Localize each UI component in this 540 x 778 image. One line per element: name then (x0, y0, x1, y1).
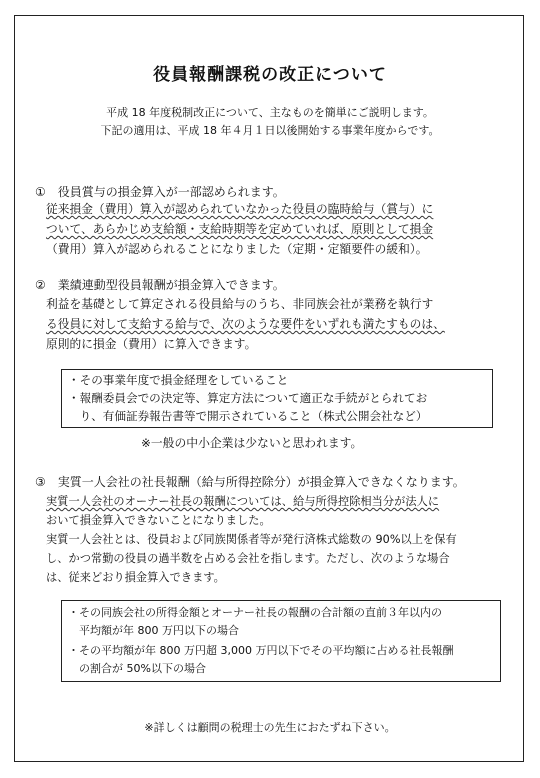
section2-line-3: 原則的に損金（費用）に算入できます。 (46, 337, 257, 351)
section1-line-2: ついて、あらかじめ支給額・支給時期等を定めていれば、原則として損金 (46, 222, 434, 236)
section2-heading: ② 業績連動型役員報酬が損金算入できます。 (35, 278, 285, 292)
conditions-box (61, 600, 501, 682)
requirement-item-2: ・報酬委員会での決定等、算定方法について適正な手続がとられてお (68, 391, 428, 405)
section1-line-3: （費用）算入が認められることになりました（定期・定額要件の緩和）。 (46, 242, 428, 256)
condition-item-1: ・その同族会社の所得金額とオーナー社長の報酬の合計額の直前３年以内の (68, 606, 442, 619)
section1-line-1: 従来損金（費用）算入が認められていなかった役員の臨時給与（賞与）に (46, 202, 434, 216)
section3-line-4: し、かつ常勤の役員の過半数を占める会社を指します。ただし、次のような場合 (46, 552, 450, 565)
condition-item-2: ・その平均額が年 800 万円超 3,000 万円以下でその平均額に占める社長報酬 (68, 644, 454, 657)
intro-line-1: 平成 18 年度税制改正について、主なものを簡単にご説明します。 (106, 106, 434, 119)
section3-line-3: 実質一人会社とは、役員および同族関係者等が発行済株式総数の 90%以上を保有 (46, 533, 457, 546)
section2-note: ※一般の中小企業は少ないと思われます。 (141, 436, 363, 450)
condition-item-2-cont: の割合が 50%以下の場合 (68, 662, 206, 675)
page-title: 役員報酬課税の改正について (153, 65, 387, 85)
section3-line-1: 実質一人会社のオーナー社長の報酬については、給与所得控除相当分が法人に (46, 495, 440, 508)
section2-line-2: る役員に対して支給する給与で、次のような要件をいずれも満たすものは、 (46, 317, 445, 331)
requirement-item-2-cont: り、有価証券報告書等で開示されていること（株式公開会社など） (68, 409, 428, 423)
condition-item-1-cont: 平均額が年 800 万円以下の場合 (68, 624, 239, 637)
section3-heading: ③ 実質一人会社の社長報酬（給与所得控除分）が損金算入できなくなります。 (35, 475, 465, 489)
section2-line-1: 利益を基礎として算定される役員給与のうち、非同族会社が業務を執行す (46, 297, 434, 311)
requirements-box (61, 369, 493, 428)
section1-heading: ① 役員賞与の損金算入が一部認められます。 (35, 185, 285, 199)
intro-line-2: 下記の適用は、平成 18 年４月１日以後開始する事業年度からです。 (100, 124, 440, 137)
section3-line-2: おいて損金算入できないことになりました。 (46, 514, 271, 527)
section3-line-5: は、従来どおり損金算入できます。 (46, 571, 225, 584)
requirement-item-1: ・その事業年度で損金経理をしていること (68, 373, 289, 387)
footer-note: ※詳しくは顧問の税理士の先生におたずね下さい。 (144, 721, 396, 734)
